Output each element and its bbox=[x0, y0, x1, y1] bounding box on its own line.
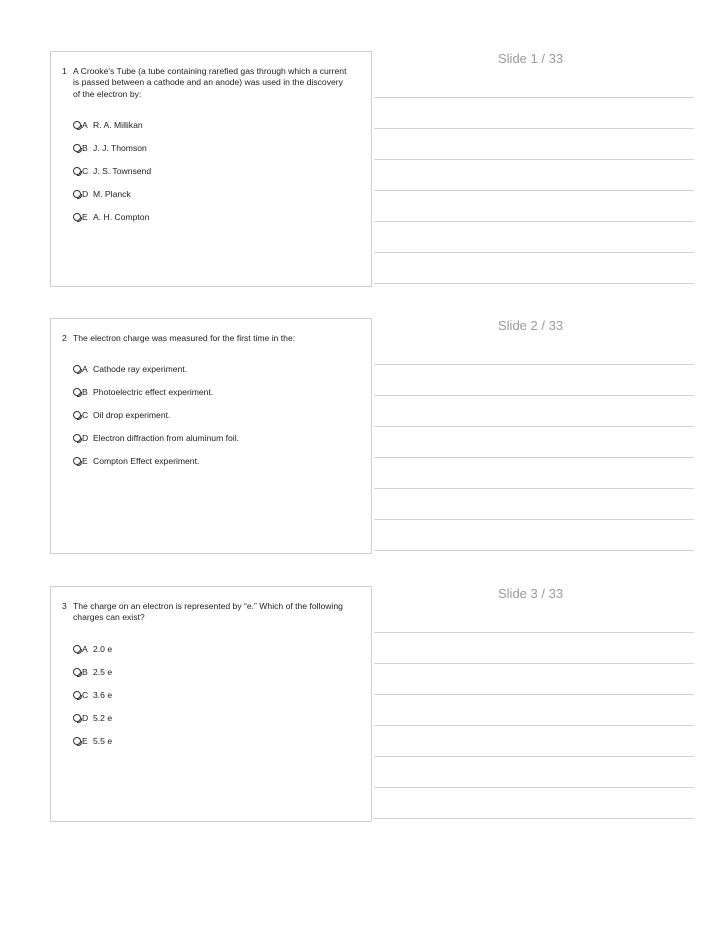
notes-line bbox=[374, 663, 694, 664]
answer-choices bbox=[73, 113, 353, 229]
choice-letter: D bbox=[82, 433, 89, 444]
choice-letter: D bbox=[82, 189, 89, 200]
choice-text: 2.0 e bbox=[93, 643, 113, 654]
notes-line bbox=[374, 364, 694, 365]
question-text: The electron charge was measured for the first time in the: bbox=[73, 333, 296, 343]
radio-button-icon[interactable] bbox=[73, 213, 81, 221]
choice-e[interactable] bbox=[73, 730, 353, 753]
notes-line bbox=[374, 252, 694, 253]
notes-line bbox=[374, 457, 694, 458]
notes-line bbox=[374, 395, 694, 396]
choice-text: M. Planck bbox=[93, 189, 131, 200]
question-number: 3 bbox=[62, 601, 67, 611]
choice-text: Photoelectric effect experiment. bbox=[93, 386, 214, 397]
choice-a[interactable] bbox=[73, 637, 353, 660]
choice-d[interactable] bbox=[73, 183, 353, 206]
answer-choices bbox=[73, 637, 353, 753]
radio-button-icon[interactable] bbox=[73, 144, 81, 152]
notes-line bbox=[374, 283, 694, 284]
choice-text: 5.2 e bbox=[93, 713, 113, 724]
radio-button-icon[interactable] bbox=[73, 121, 81, 129]
notes-line bbox=[374, 787, 694, 788]
radio-button-icon[interactable] bbox=[73, 388, 81, 396]
choice-text: J. J. Thomson bbox=[93, 142, 147, 153]
choice-c[interactable] bbox=[73, 403, 353, 426]
radio-button-icon[interactable] bbox=[73, 691, 81, 699]
choice-text: 3.6 e bbox=[93, 689, 113, 700]
choice-text: R. A. Millikan bbox=[93, 119, 143, 130]
slide-label: Slide 2 / 33 bbox=[498, 318, 564, 333]
choice-b[interactable] bbox=[73, 660, 353, 683]
choice-letter: B bbox=[82, 142, 88, 153]
choice-e[interactable] bbox=[73, 450, 353, 473]
choice-text: A. H. Compton bbox=[93, 212, 150, 223]
notes-line bbox=[374, 725, 694, 726]
choice-letter: A bbox=[82, 119, 88, 130]
notes-line bbox=[374, 488, 694, 489]
notes-line bbox=[374, 190, 694, 191]
slide-thumbnail bbox=[50, 51, 372, 287]
choice-c[interactable] bbox=[73, 683, 353, 706]
choice-letter: E bbox=[82, 736, 88, 747]
choice-letter: A bbox=[82, 643, 88, 654]
choice-a[interactable] bbox=[73, 113, 353, 136]
radio-button-icon[interactable] bbox=[73, 434, 81, 442]
choice-text: Oil drop experiment. bbox=[93, 409, 171, 420]
slide-3 bbox=[0, 586, 720, 853]
choice-b[interactable] bbox=[73, 136, 353, 159]
choice-b[interactable] bbox=[73, 380, 353, 403]
radio-button-icon[interactable] bbox=[73, 645, 81, 653]
choice-letter: C bbox=[82, 409, 89, 420]
choice-text: Compton Effect experiment. bbox=[93, 456, 200, 467]
notes-line bbox=[374, 221, 694, 222]
choice-letter: A bbox=[82, 363, 88, 374]
notes-line bbox=[374, 519, 694, 520]
notes-line bbox=[374, 694, 694, 695]
slide-label: Slide 3 / 33 bbox=[498, 586, 564, 601]
radio-button-icon[interactable] bbox=[73, 365, 81, 373]
choice-d[interactable] bbox=[73, 707, 353, 730]
question bbox=[62, 333, 352, 344]
notes-line bbox=[374, 159, 694, 160]
slide-thumbnail bbox=[50, 318, 372, 554]
slide-1 bbox=[0, 51, 720, 318]
radio-button-icon[interactable] bbox=[73, 737, 81, 745]
choice-letter: B bbox=[82, 666, 88, 677]
choice-e[interactable] bbox=[73, 206, 353, 229]
slide-label: Slide 1 / 33 bbox=[498, 51, 564, 66]
radio-button-icon[interactable] bbox=[73, 457, 81, 465]
choice-text: 2.5 e bbox=[93, 666, 113, 677]
notes-line bbox=[374, 128, 694, 129]
question-number: 2 bbox=[62, 333, 67, 343]
notes-line bbox=[374, 818, 694, 819]
choice-letter: E bbox=[82, 456, 88, 467]
radio-button-icon[interactable] bbox=[73, 411, 81, 419]
choice-c[interactable] bbox=[73, 159, 353, 182]
choice-a[interactable] bbox=[73, 357, 353, 380]
choice-text: Electron diffraction from aluminum foil. bbox=[93, 433, 239, 444]
notes-line bbox=[374, 97, 694, 98]
choice-letter: C bbox=[82, 689, 89, 700]
radio-button-icon[interactable] bbox=[73, 714, 81, 722]
choice-d[interactable] bbox=[73, 427, 353, 450]
choice-letter: C bbox=[82, 165, 89, 176]
notes-line bbox=[374, 426, 694, 427]
answer-choices bbox=[73, 357, 353, 473]
radio-button-icon[interactable] bbox=[73, 190, 81, 198]
slide-2 bbox=[0, 318, 720, 585]
choice-text: 5.5 e bbox=[93, 736, 113, 747]
choice-letter: B bbox=[82, 386, 88, 397]
choice-letter: D bbox=[82, 713, 89, 724]
question bbox=[62, 601, 352, 624]
slide-thumbnail bbox=[50, 586, 372, 822]
choice-letter: E bbox=[82, 212, 88, 223]
question-number: 1 bbox=[62, 66, 67, 76]
question-text: The charge on an electron is represented by “e.” Which of the following charges can exist? bbox=[73, 601, 343, 623]
choice-text: Cathode ray experiment. bbox=[93, 363, 188, 374]
question bbox=[62, 66, 352, 100]
notes-line bbox=[374, 756, 694, 757]
question-text: A Crooke's Tube (a tube containing rarefied gas through which a current is passed between a cathode and an anode) was used in the discovery of the electron by: bbox=[73, 66, 347, 99]
radio-button-icon[interactable] bbox=[73, 668, 81, 676]
notes-line bbox=[374, 550, 694, 551]
notes-line bbox=[374, 632, 694, 633]
choice-text: J. S. Townsend bbox=[93, 165, 152, 176]
radio-button-icon[interactable] bbox=[73, 167, 81, 175]
